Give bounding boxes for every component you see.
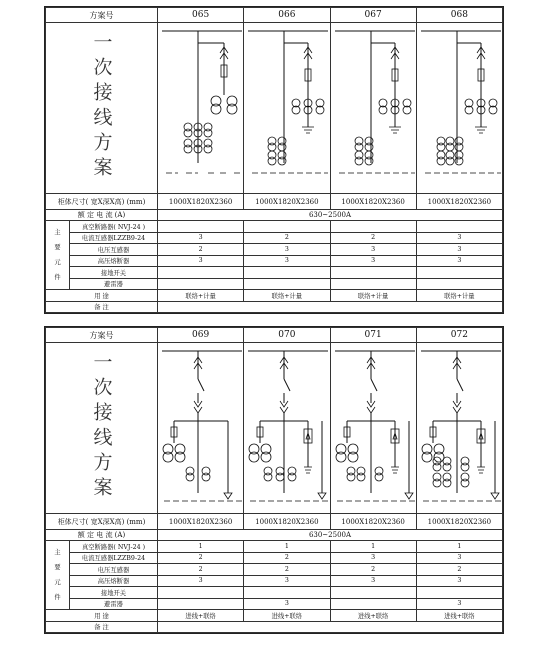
diagram-cell [158,343,244,514]
component-value [416,267,502,279]
component-value [244,278,330,290]
wiring-diagram-069 [158,343,244,513]
diagram-cell [330,343,416,514]
component-label: 电流互感器LZZB9-24 [70,552,158,564]
component-value: 3 [330,575,416,587]
component-value: 3 [158,575,244,587]
component-value [158,267,244,279]
component-value: 2 [244,552,330,564]
component-value [244,221,330,233]
usage-value: 进线+联络 [330,610,416,622]
component-value [416,221,502,233]
rated-current-label: 额 定 电 流 (A) [46,210,158,221]
dimension-value: 1000X1820X2360 [330,194,416,210]
component-label: 电压互感器 [70,244,158,256]
wiring-diagram-071 [331,343,417,513]
component-value: 2 [330,232,416,244]
remark-label: 备 注 [46,621,158,633]
component-value: 3 [416,232,502,244]
dimension-label: 柜体尺寸( 宽X深X高) (mm) [46,194,158,210]
component-value [330,221,416,233]
title-cell [46,343,158,514]
remark-value [158,301,503,313]
scheme-label: 方案号 [46,328,158,343]
dimension-value: 1000X1820X2360 [416,194,502,210]
diagram-cell [244,23,330,194]
diagram-cell [416,23,502,194]
component-value: 3 [244,244,330,256]
wiring-diagram-068 [417,23,503,193]
usage-value: 联络+计量 [416,290,502,302]
rated-current-label: 额 定 电 流 (A) [46,530,158,541]
wiring-diagram-072 [417,343,503,513]
dimension-value: 1000X1820X2360 [330,514,416,530]
usage-value: 联络+计量 [158,290,244,302]
scheme-id: 069 [158,328,244,343]
diagram-cell [416,343,502,514]
usage-label: 用 途 [46,290,158,302]
component-value: 3 [330,244,416,256]
usage-value: 进线+联络 [244,610,330,622]
usage-value: 联络+计量 [330,290,416,302]
usage-value: 联络+计量 [244,290,330,302]
component-value: 1 [330,541,416,553]
scheme-table-1 [44,6,504,314]
component-value: 2 [158,244,244,256]
main-components-label: 主 要 元 件 [46,221,70,290]
component-label: 真空断路器( NVJ-24 ) [70,541,158,553]
dimension-value: 1000X1820X2360 [158,514,244,530]
component-value: 1 [244,541,330,553]
component-label: 电流互感器LZZB9-24 [70,232,158,244]
wiring-scheme-title: 一次接线方案 [90,32,113,182]
component-value: 3 [416,244,502,256]
diagram-cell [158,23,244,194]
dimension-value: 1000X1820X2360 [416,514,502,530]
component-value: 3 [416,255,502,267]
component-label: 高压熔断器 [70,575,158,587]
dimension-value: 1000X1820X2360 [244,514,330,530]
component-label: 真空断路器( NVJ-24 ) [70,221,158,233]
component-value: 2 [416,564,502,576]
component-value: 2 [158,552,244,564]
component-value: 3 [416,552,502,564]
scheme-id: 072 [416,328,502,343]
component-value [330,598,416,610]
component-value [330,278,416,290]
component-value: 2 [158,564,244,576]
scheme-id: 070 [244,328,330,343]
component-value: 3 [330,552,416,564]
component-value: 3 [416,598,502,610]
wiring-diagram-066 [244,23,330,193]
scheme-table-2 [44,326,504,634]
wiring-diagram-070 [244,343,330,513]
component-value: 2 [244,564,330,576]
usage-value: 进线+联络 [158,610,244,622]
scheme-id: 065 [158,8,244,23]
usage-label: 用 途 [46,610,158,622]
component-value: 1 [158,541,244,553]
title-cell [46,23,158,194]
component-value [158,221,244,233]
component-value [158,587,244,599]
component-value [158,598,244,610]
dimension-label: 柜体尺寸( 宽X深X高) (mm) [46,514,158,530]
main-components-label: 主 要 元 件 [46,541,70,610]
diagram-cell [330,23,416,194]
component-value: 3 [158,255,244,267]
component-label: 接地开关 [70,267,158,279]
scheme-id: 071 [330,328,416,343]
component-value: 3 [158,232,244,244]
component-value: 3 [330,255,416,267]
component-value [416,587,502,599]
component-value [244,587,330,599]
wiring-diagram-065 [158,23,244,193]
component-value: 2 [330,564,416,576]
component-value [158,278,244,290]
component-value: 2 [244,232,330,244]
component-value: 1 [416,541,502,553]
dimension-value: 1000X1820X2360 [158,194,244,210]
component-label: 高压熔断器 [70,255,158,267]
component-value: 3 [416,575,502,587]
component-value: 3 [244,255,330,267]
component-label: 避雷器 [70,598,158,610]
scheme-id: 067 [330,8,416,23]
scheme-label: 方案号 [46,8,158,23]
wiring-diagram-067 [331,23,417,193]
remark-label: 备 注 [46,301,158,313]
component-value: 3 [244,575,330,587]
component-label: 避雷器 [70,278,158,290]
component-value [330,587,416,599]
rated-current-value: 630~2500A [158,210,503,221]
scheme-id: 066 [244,8,330,23]
remark-value [158,621,503,633]
component-value [244,267,330,279]
component-value [330,267,416,279]
usage-value: 进线+联络 [416,610,502,622]
component-label: 电压互感器 [70,564,158,576]
component-value: 3 [244,598,330,610]
component-value [416,278,502,290]
dimension-value: 1000X1820X2360 [244,194,330,210]
diagram-cell [244,343,330,514]
rated-current-value: 630~2500A [158,530,503,541]
component-label: 接地开关 [70,587,158,599]
wiring-scheme-title: 一次接线方案 [90,352,113,502]
scheme-id: 068 [416,8,502,23]
